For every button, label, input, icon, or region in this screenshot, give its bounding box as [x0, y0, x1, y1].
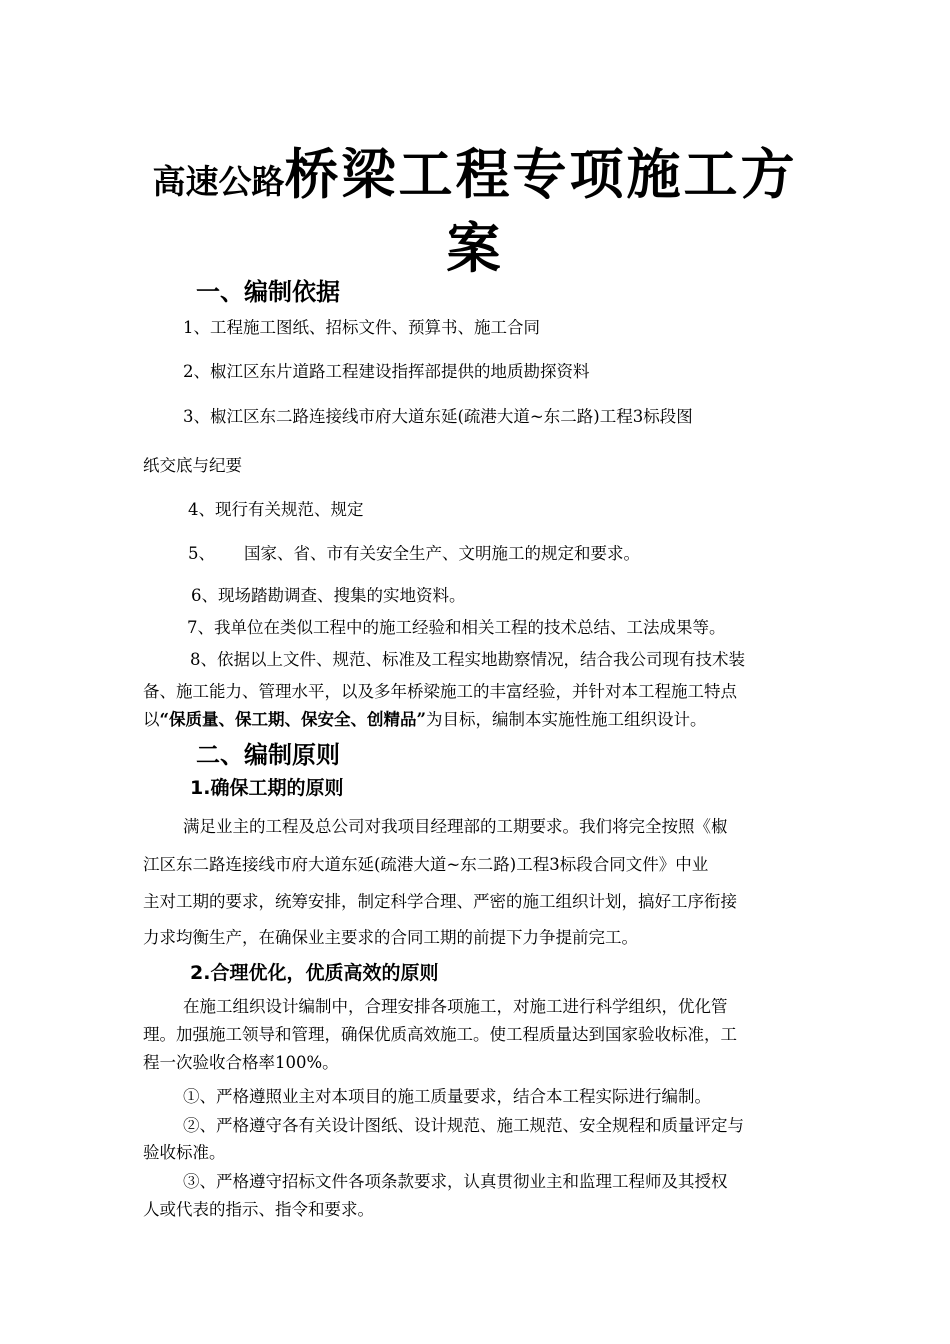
- list-item: 7、我单位在类似工程中的施工经验和相关工程的技术总结、工法成果等。: [187, 618, 726, 637]
- document-title: [0, 132, 950, 209]
- paragraph-line: 验收标准。: [143, 1143, 226, 1162]
- title-main-line1: 桥梁工程专项施工方: [284, 142, 798, 206]
- list-item: 2、椒江区东片道路工程建设指挥部提供的地质勘探资料: [183, 362, 590, 381]
- subsection-heading: 1.确保工期的原则: [190, 777, 344, 799]
- title-main-line2: 案: [446, 216, 504, 280]
- paragraph-line: ①、严格遵照业主对本项目的施工质量要求，结合本工程实际进行编制。: [183, 1087, 711, 1106]
- paragraph-line: 理。加强施工领导和管理，确保优质高效施工。使工程质量达到国家验收标准，工: [143, 1025, 737, 1044]
- text: 为目标，编制本实施性施工组织设计。: [425, 710, 707, 729]
- subsection-heading: 2.合理优化，优质高效的原则: [190, 962, 439, 984]
- paragraph-line: 程一次验收合格率100%。: [143, 1053, 339, 1072]
- list-item: 1、工程施工图纸、招标文件、预算书、施工合同: [183, 318, 540, 337]
- list-item: 6、现场踏勘调查、搜集的实地资料。: [191, 586, 466, 605]
- paragraph-line: ②、严格遵守各有关设计图纸、设计规范、施工规范、安全规程和质量评定与: [183, 1116, 744, 1135]
- paragraph-line: [143, 706, 706, 730]
- list-item: 国家、省、市有关安全生产、文明施工的规定和要求。: [244, 544, 640, 563]
- section-heading: 一、编制依据: [196, 278, 340, 306]
- paragraph-line: ③、严格遵守招标文件各项条款要求，认真贯彻业主和监理工程师及其授权: [183, 1172, 728, 1191]
- list-item: 4、现行有关规范、规定: [188, 500, 364, 519]
- paragraph-line: 满足业主的工程及总公司对我项目经理部的工期要求。我们将完全按照《椒: [183, 817, 728, 836]
- paragraph-line: 江区东二路连接线市府大道东延(疏港大道~东二路)工程3标段合同文件》中业: [143, 855, 709, 874]
- emphasis-text: “保质量、保工期、保安全、创精品”: [159, 710, 426, 729]
- section-heading: 二、编制原则: [196, 741, 340, 769]
- paragraph-line: 主对工期的要求，统筹安排，制定科学合理、严密的施工组织计划，搞好工序衔接: [143, 892, 737, 911]
- paragraph-line: 力求均衡生产，在确保业主要求的合同工期的前提下力争提前完工。: [143, 928, 638, 947]
- paragraph-line: 人或代表的指示、指令和要求。: [143, 1200, 374, 1219]
- paragraph-line: 8、依据以上文件、规范、标准及工程实地勘察情况，结合我公司现有技术装: [190, 650, 745, 669]
- list-item-number: 5、: [188, 544, 215, 563]
- text: 以: [143, 710, 160, 729]
- list-item-continuation: 纸交底与纪要: [143, 456, 242, 475]
- title-prefix: 高速公路: [152, 162, 285, 201]
- paragraph-line: 备、施工能力、管理水平，以及多年桥梁施工的丰富经验，并针对本工程施工特点: [143, 682, 737, 701]
- list-item: 3、椒江区东二路连接线市府大道东延(疏港大道~东二路)工程3标段图: [183, 407, 693, 426]
- paragraph-line: 在施工组织设计编制中，合理安排各项施工，对施工进行科学组织，优化管: [183, 997, 728, 1016]
